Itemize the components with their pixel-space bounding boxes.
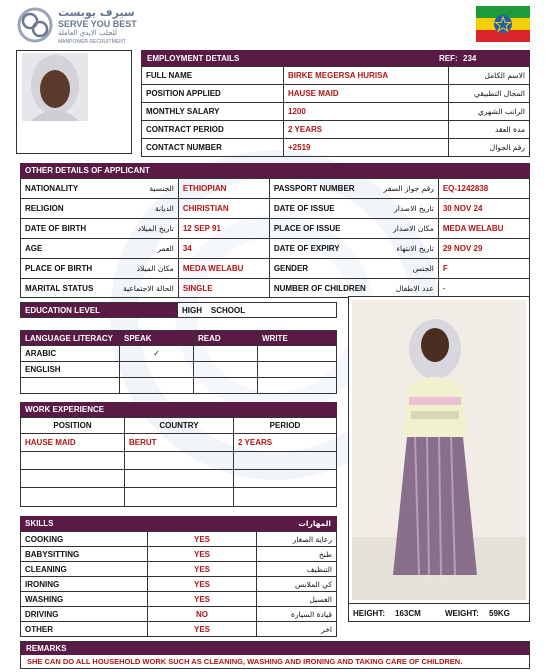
skill-value: YES (148, 622, 257, 637)
applicant-arabic-label: الجنس (370, 259, 439, 279)
language-name: ARABIC (21, 346, 120, 362)
skill-value: YES (148, 592, 257, 607)
applicant-label: NUMBER OF CHILDREN (269, 279, 370, 298)
applicant-arabic-label: تاريخ الانتهاء (370, 239, 439, 259)
logo-arabic-sub: للجلب الايدي العاملة (58, 29, 118, 37)
applicant-label: MARITAL STATUS (21, 279, 120, 298)
skill-arabic: رعاية الصغار (257, 532, 337, 547)
portrait-photo-frame (16, 50, 132, 154)
applicant-label: GENDER (269, 259, 370, 279)
flag-emblem-icon (493, 14, 513, 34)
applicant-value: 34 (178, 239, 269, 259)
applicant-arabic-label: مكان الميلاد (119, 259, 178, 279)
work-row-empty (21, 452, 337, 470)
applicant-value: 12 SEP 91 (178, 219, 269, 239)
skill-name: IRONING (21, 577, 148, 592)
applicant-value: 29 NOV 29 (438, 239, 529, 259)
skill-value: YES (148, 532, 257, 547)
logo-arabic-name: سيرف يوبست (58, 6, 135, 19)
logo-mark-icon (16, 5, 54, 45)
portrait-photo (17, 51, 131, 153)
height-value: 163CM (395, 609, 421, 618)
skills-header-title: SKILLS (25, 519, 54, 528)
employment-arabic-label: المجال التطبيقي (449, 85, 530, 103)
ref-value: 234 (463, 54, 477, 63)
applicant-arabic-label: العمر (119, 239, 178, 259)
employment-row (142, 85, 530, 103)
employment-value: 2 YEARS (284, 121, 449, 139)
company-logo (16, 5, 156, 47)
full-body-photo-frame (348, 296, 530, 622)
employment-details-table (141, 50, 530, 156)
employment-value: BIRKE MEGERSA HURISA (284, 67, 449, 85)
skill-row (21, 622, 337, 637)
applicant-details-table (20, 163, 530, 297)
ethiopia-flag (476, 6, 530, 42)
employment-row (142, 67, 530, 85)
skill-arabic: الغسيل (257, 592, 337, 607)
applicant-header-title: OTHER DETAILS OF APPLICANT (25, 166, 150, 175)
employment-row (142, 121, 530, 139)
work-row-empty (21, 470, 337, 488)
language-col-header: SPEAK (120, 331, 194, 346)
skill-value: YES (148, 547, 257, 562)
skill-row (21, 607, 337, 622)
skill-value: YES (148, 577, 257, 592)
applicant-arabic-label: تاريخ الاصدار (370, 199, 439, 219)
employment-label: CONTACT NUMBER (142, 139, 284, 157)
skill-row (21, 532, 337, 547)
skill-row (21, 577, 337, 592)
employment-header (141, 50, 530, 66)
work-country: BERUT (125, 434, 234, 452)
body-stats (349, 603, 529, 622)
employment-row (142, 103, 530, 121)
employment-arabic-label: الراتب الشهري (449, 103, 530, 121)
work-col-header: PERIOD (234, 418, 337, 434)
applicant-value: MEDA WELABU (438, 219, 529, 239)
check-icon: ✓ (120, 346, 194, 362)
work-col-header: POSITION (21, 418, 125, 434)
skill-arabic: قيادة السيارة (257, 607, 337, 622)
employment-label: CONTRACT PERIOD (142, 121, 284, 139)
applicant-arabic-label: الديانة (119, 199, 178, 219)
weight-label: WEIGHT: (445, 609, 479, 618)
employment-header-title: EMPLOYMENT DETAILS (147, 54, 240, 63)
applicant-label: DATE OF EXPIRY (269, 239, 370, 259)
work-row-empty (21, 488, 337, 507)
applicant-value: F (438, 259, 529, 279)
remarks-header (21, 642, 529, 655)
language-write (258, 362, 337, 378)
applicant-row (21, 239, 530, 259)
applicant-value: EQ-1242838 (438, 179, 529, 199)
language-name: ENGLISH (21, 362, 120, 378)
skills-table (20, 516, 337, 636)
education-value: HIGH SCHOOL (178, 303, 337, 318)
language-row (21, 346, 337, 362)
employment-label: FULL NAME (142, 67, 284, 85)
language-col-header: WRITE (258, 331, 337, 346)
applicant-label: PLACE OF BIRTH (21, 259, 120, 279)
applicant-row (21, 259, 530, 279)
applicant-label: DATE OF ISSUE (269, 199, 370, 219)
height-label: HEIGHT: (353, 609, 385, 618)
applicant-label: PASSPORT NUMBER (269, 179, 370, 199)
work-experience-table (20, 402, 337, 506)
education-table (20, 302, 337, 318)
employment-value: +2519 (284, 139, 449, 157)
language-col-header: LANGUAGE LITERACY (21, 331, 120, 346)
applicant-label: DATE OF BIRTH (21, 219, 120, 239)
applicant-value: 30 NOV 24 (438, 199, 529, 219)
skill-row (21, 547, 337, 562)
work-header (20, 402, 337, 417)
applicant-label: AGE (21, 239, 120, 259)
language-row-empty (21, 378, 337, 394)
applicant-label: NATIONALITY (21, 179, 120, 199)
applicant-row (21, 279, 530, 298)
remarks-header-title: REMARKS (26, 644, 67, 653)
applicant-value: - (438, 279, 529, 298)
applicant-arabic-label: الحالة الاجتماعية (119, 279, 178, 298)
work-period: 2 YEARS (234, 434, 337, 452)
applicant-row (21, 199, 530, 219)
applicant-value: MEDA WELABU (178, 259, 269, 279)
skill-value: YES (148, 562, 257, 577)
applicant-arabic-label: مكان الاصدار (370, 219, 439, 239)
language-read (194, 362, 258, 378)
language-table (20, 330, 337, 394)
applicant-row (21, 179, 530, 199)
language-read (194, 346, 258, 362)
ref-label: REF: (439, 54, 458, 63)
skill-arabic: طبخ (257, 547, 337, 562)
logo-sub: MANPOWER RECRUITMENT (58, 39, 126, 45)
employment-arabic-label: مدة العقد (449, 121, 530, 139)
work-col-header: COUNTRY (125, 418, 234, 434)
employment-arabic-label: رقم الجوال (449, 139, 530, 157)
language-write (258, 346, 337, 362)
applicant-row (21, 219, 530, 239)
skills-header-arabic: المهارات (298, 519, 331, 528)
skill-name: WASHING (21, 592, 148, 607)
applicant-header (20, 163, 530, 178)
applicant-arabic-label: تاريخ الميلاد (119, 219, 178, 239)
skill-name: OTHER (21, 622, 148, 637)
full-body-photo (349, 297, 529, 603)
language-row (21, 362, 337, 378)
applicant-value: CHIRISTIAN (178, 199, 269, 219)
language-col-header: READ (194, 331, 258, 346)
work-position: HAUSE MAID (21, 434, 125, 452)
skill-name: COOKING (21, 532, 148, 547)
applicant-arabic-label: الجنسية (119, 179, 178, 199)
skill-arabic: التنظيف (257, 562, 337, 577)
employment-value: HAUSE MAID (284, 85, 449, 103)
applicant-arabic-label: رقم جواز السفر (370, 179, 439, 199)
employment-label: MONTHLY SALARY (142, 103, 284, 121)
remarks-section (20, 641, 530, 669)
employment-value: 1200 (284, 103, 449, 121)
applicant-label: RELIGION (21, 199, 120, 219)
weight-value: 59KG (489, 609, 510, 618)
skill-name: DRIVING (21, 607, 148, 622)
applicant-value: SINGLE (178, 279, 269, 298)
skill-arabic: كي الملابس (257, 577, 337, 592)
skill-name: BABYSITTING (21, 547, 148, 562)
applicant-label: PLACE OF ISSUE (269, 219, 370, 239)
skills-header (20, 516, 337, 531)
work-header-title: WORK EXPERIENCE (25, 405, 105, 414)
skill-row (21, 592, 337, 607)
education-label: EDUCATION LEVEL (21, 303, 178, 318)
applicant-value: ETHIOPIAN (178, 179, 269, 199)
employment-row (142, 139, 530, 157)
employment-label: POSITION APPLIED (142, 85, 284, 103)
employment-arabic-label: الاسم الكامل (449, 67, 530, 85)
logo-name: SERVE YOU BEST (58, 19, 137, 29)
skill-value: NO (148, 607, 257, 622)
applicant-arabic-label: عدد الاطفال (370, 279, 439, 298)
skill-row (21, 562, 337, 577)
language-speak (120, 362, 194, 378)
skill-arabic: اخر (257, 622, 337, 637)
remarks-text: SHE CAN DO ALL HOUSEHOLD WORK SUCH AS CLEANING, WASHING AND IRONING AND TAKING CARE OF CHILDREN. (27, 657, 463, 666)
skill-name: CLEANING (21, 562, 148, 577)
work-row (21, 434, 337, 452)
